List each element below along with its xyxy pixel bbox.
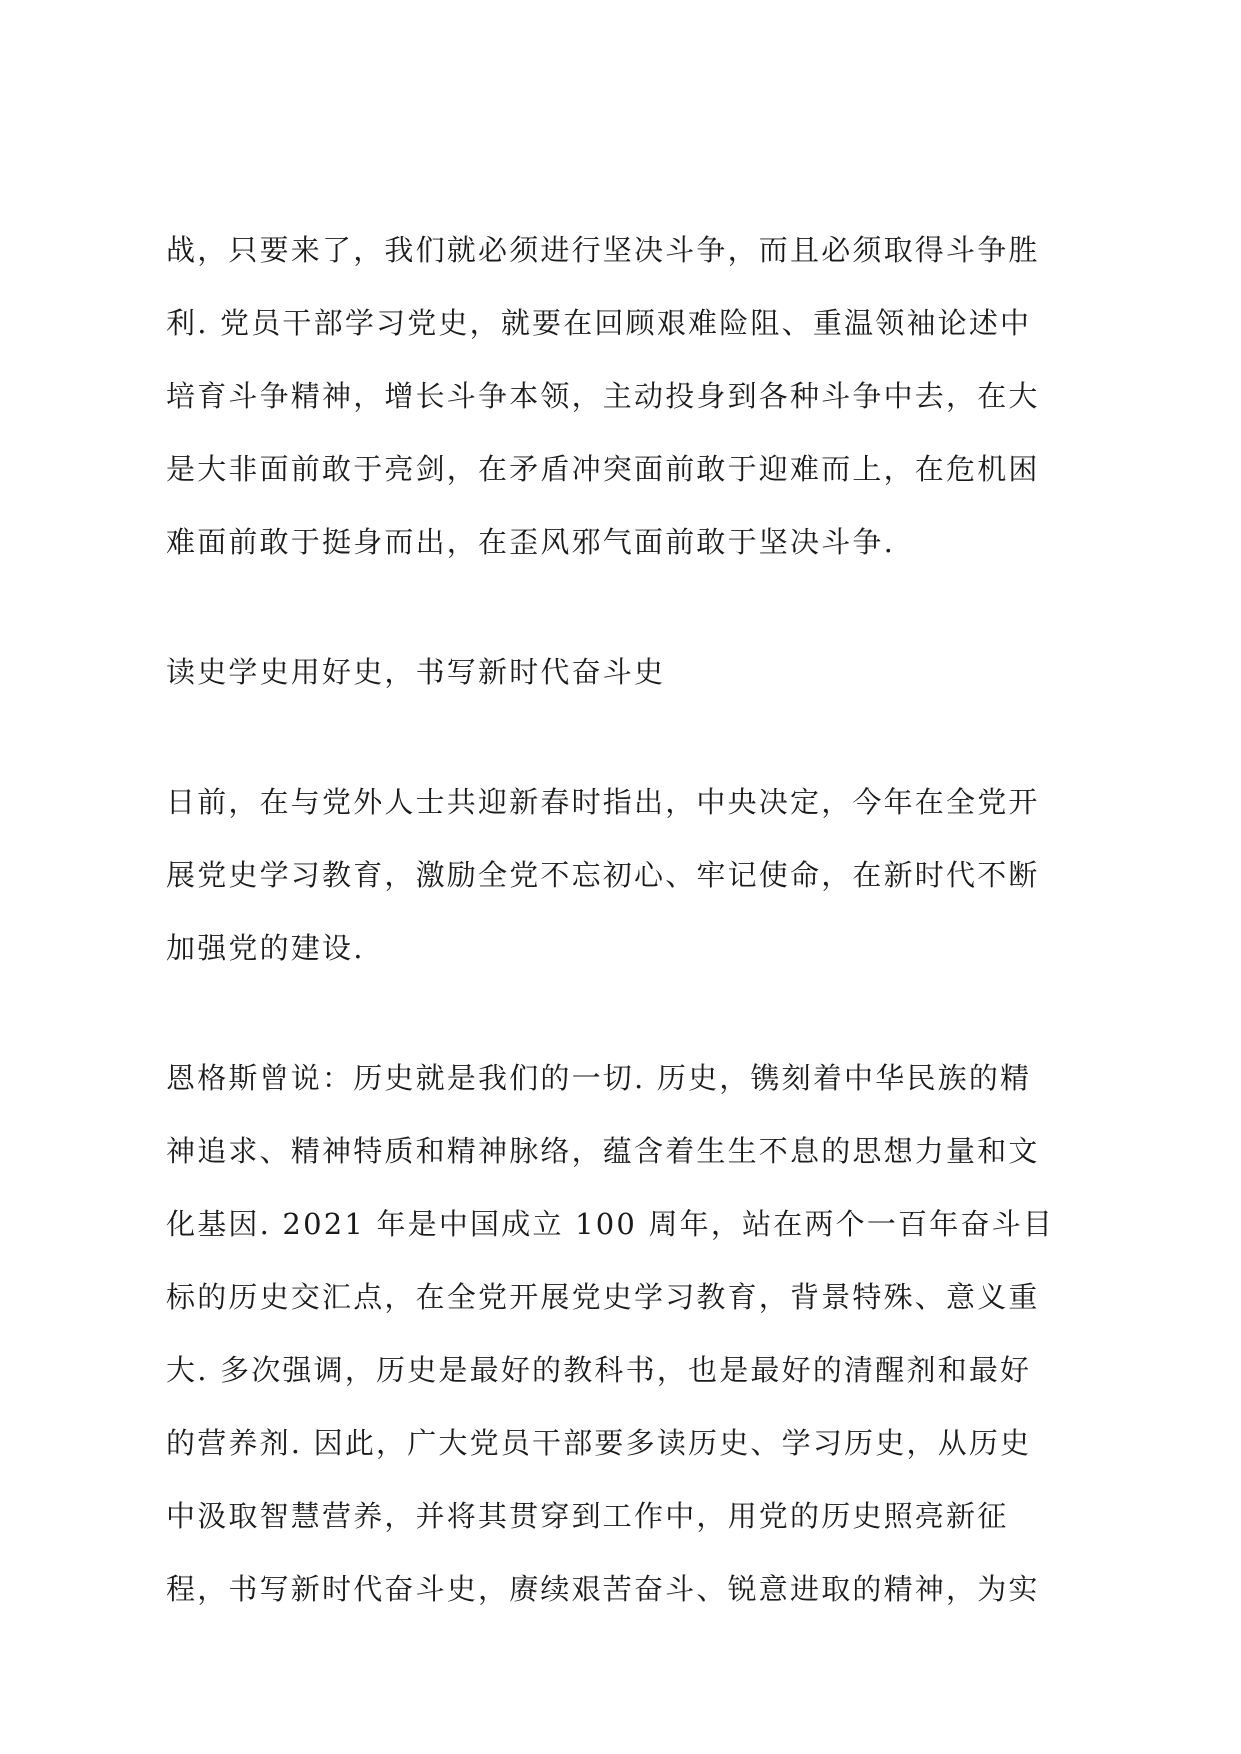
- paragraph-3-line-8: 程，书写新时代奋斗史，赓续艰苦奋斗、锐意进取的精神，为实: [166, 1572, 1040, 1606]
- paragraph-1-line-5: 难面前敢于挺身而出，在歪风邪气面前敢于坚决斗争.: [166, 525, 896, 559]
- paragraph-3-line-6: 的营养剂. 因此，广大党员干部要多读历史、学习历史，从历史: [166, 1426, 1032, 1460]
- paragraph-2-line-2: 展党史学习教育，激励全党不忘初心、牢记使命，在新时代不断: [166, 858, 1040, 892]
- paragraph-3-line-2: 神追求、精神特质和精神脉络，蕴含着生生不息的思想力量和文: [166, 1134, 1040, 1168]
- paragraph-1-line-1: 战，只要来了，我们就必须进行坚决斗争，而且必须取得斗争胜: [166, 233, 1040, 267]
- paragraph-2-line-3: 加强党的建设.: [166, 931, 365, 965]
- paragraph-1-line-2: 利. 党员干部学习党史，就要在回顾艰难险阻、重温领袖论述中: [166, 306, 1032, 340]
- section-heading: 读史学史用好史，书写新时代奋斗史: [166, 655, 666, 689]
- paragraph-1-line-3: 培育斗争精神，增长斗争本领，主动投身到各种斗争中去，在大: [166, 379, 1040, 413]
- paragraph-2-line-1: 日前，在与党外人士共迎新春时指出，中央决定，今年在全党开: [166, 785, 1040, 819]
- paragraph-3-line-4: 标的历史交汇点，在全党开展党史学习教育，背景特殊、意义重: [166, 1280, 1040, 1314]
- paragraph-3-line-3: 化基因. 2021 年是中国成立 100 周年，站在两个一百年奋斗目: [166, 1207, 1055, 1241]
- paragraph-3-line-1: 恩格斯曾说：历史就是我们的一切. 历史，镌刻着中华民族的精: [166, 1061, 1032, 1095]
- paragraph-3-line-5: 大. 多次强调，历史是最好的教科书，也是最好的清醒剂和最好: [166, 1353, 1032, 1387]
- paragraph-1-line-4: 是大非面前敢于亮剑，在矛盾冲突面前敢于迎难而上，在危机困: [166, 452, 1040, 486]
- paragraph-3-line-7: 中汲取智慧营养，并将其贯穿到工作中，用党的历史照亮新征: [166, 1499, 1009, 1533]
